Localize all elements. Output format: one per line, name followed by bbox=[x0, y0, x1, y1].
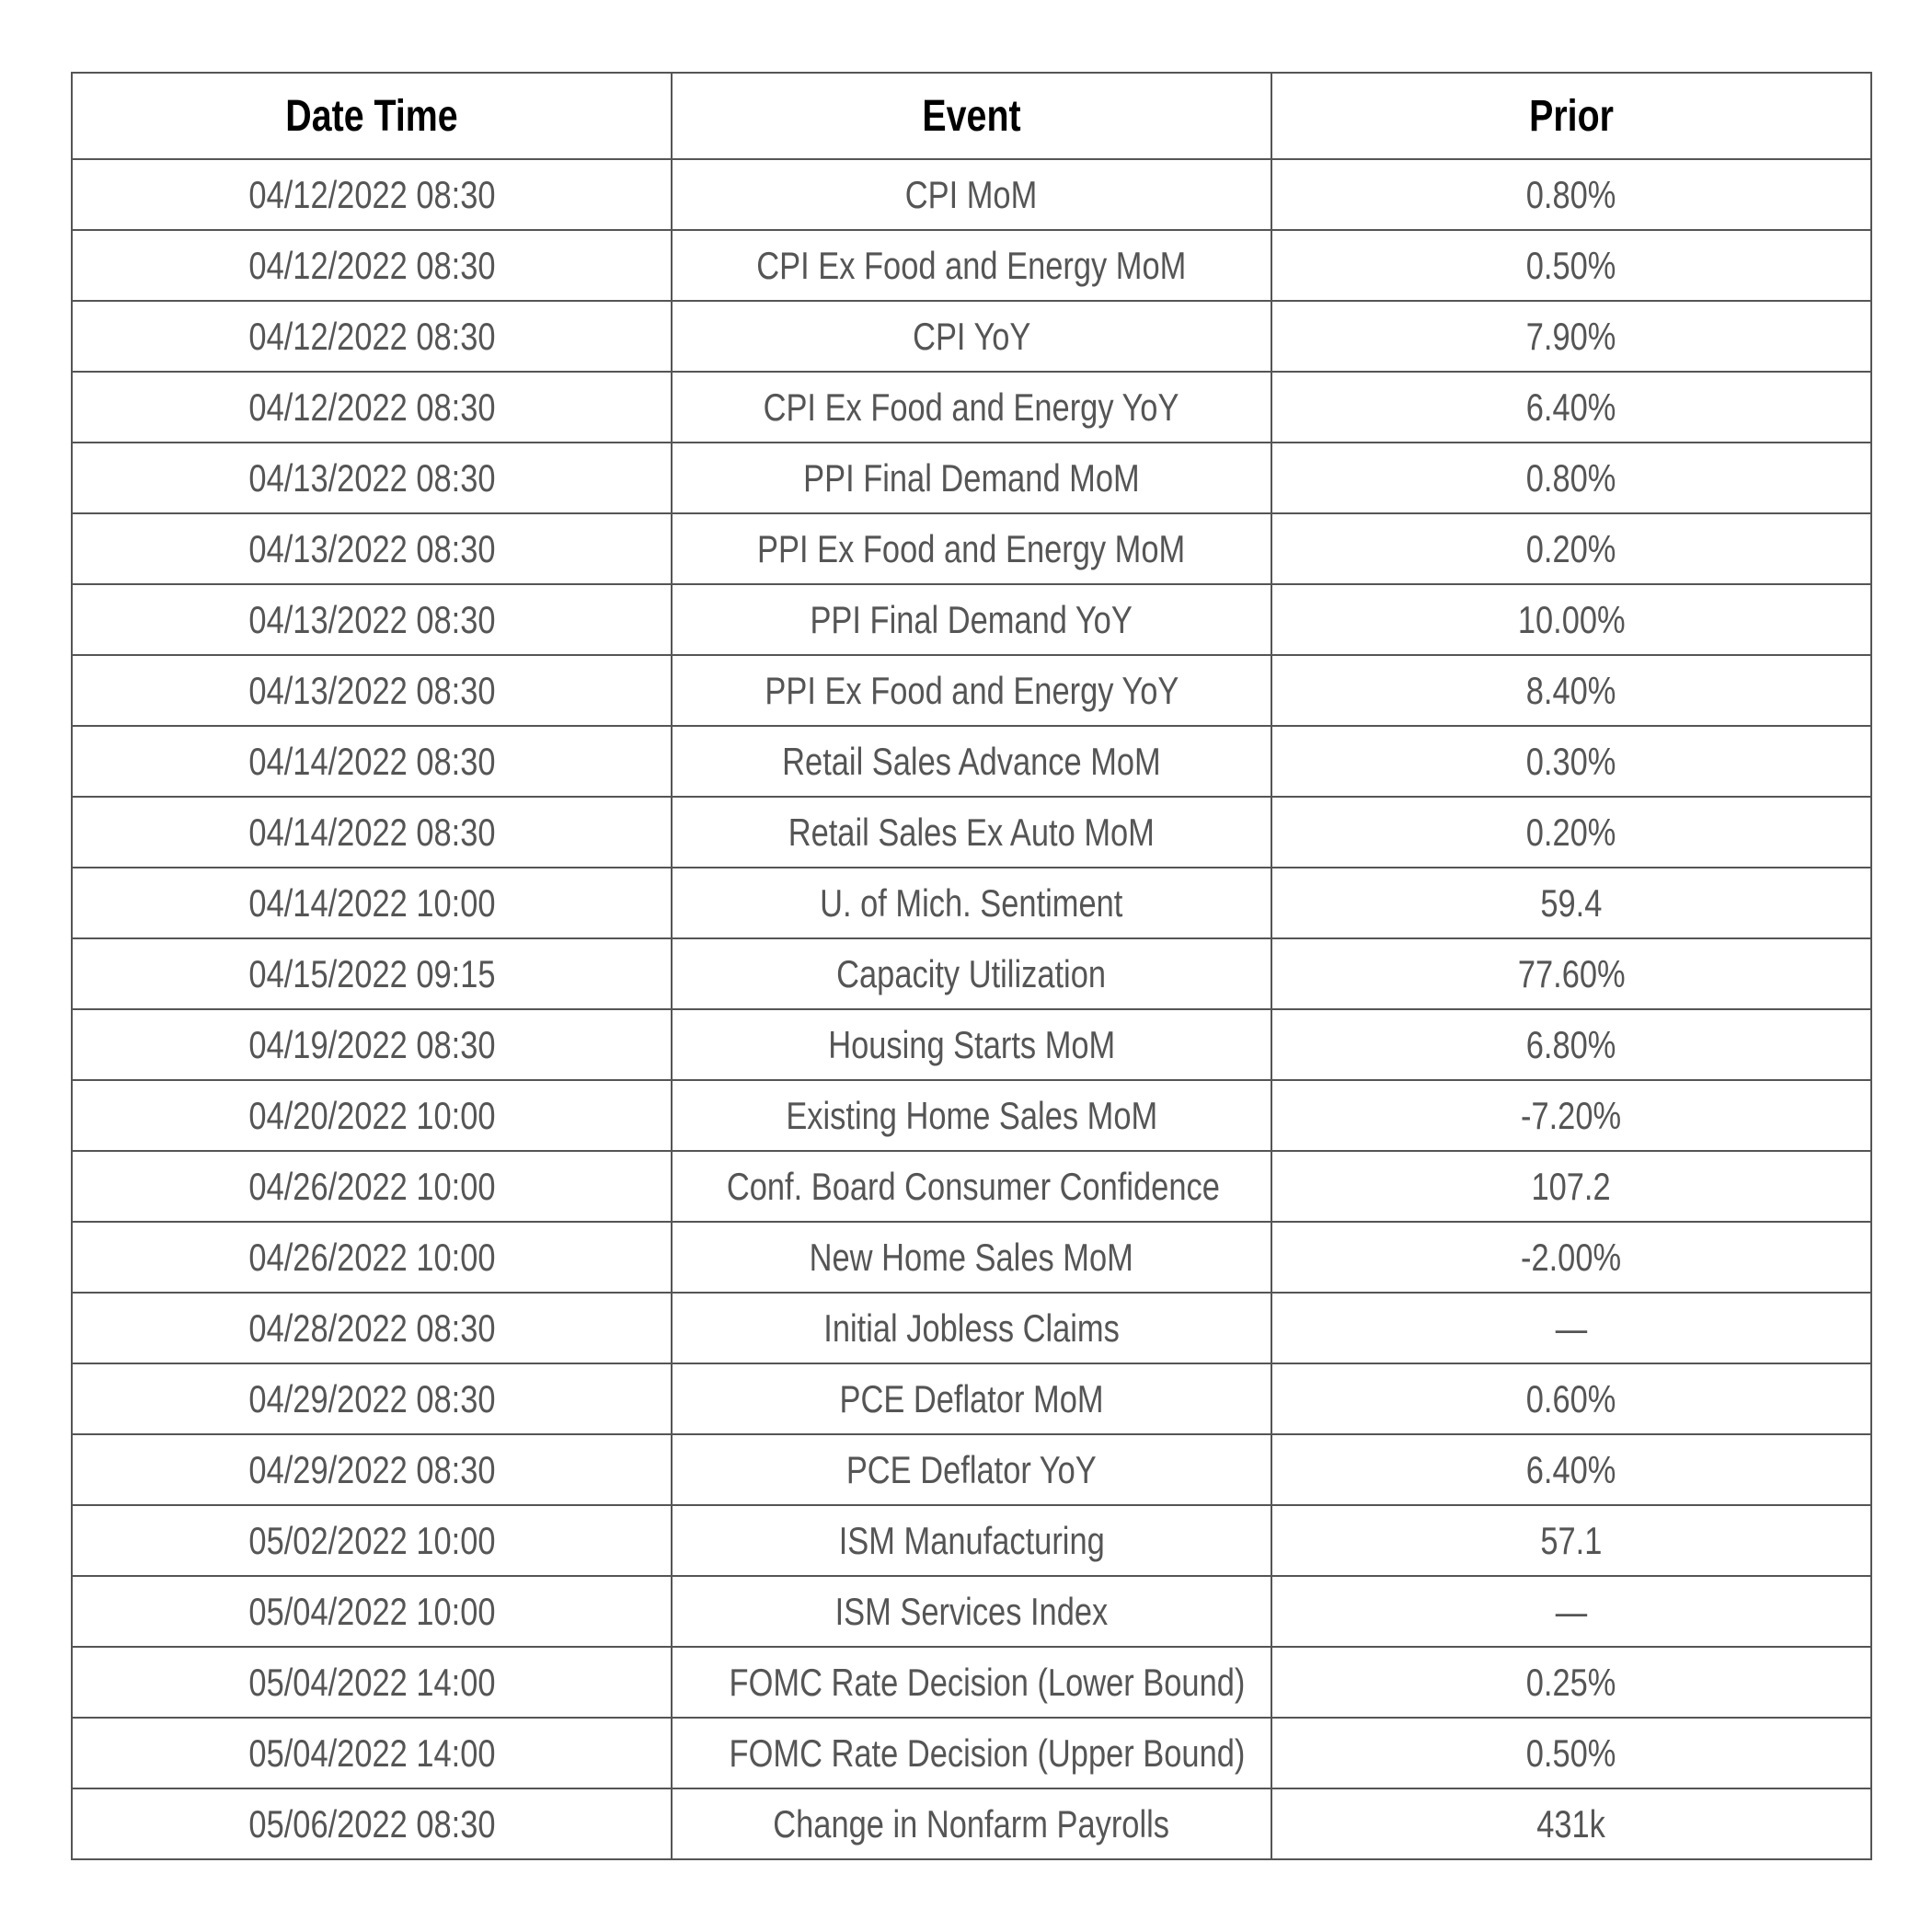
prior-cell-text: 6.40% bbox=[1526, 385, 1616, 429]
date-time-cell bbox=[72, 655, 672, 726]
prior-cell bbox=[1271, 230, 1871, 301]
event-cell-text: CPI Ex Food and Energy MoM bbox=[756, 243, 1187, 287]
event-cell-text: Capacity Utilization bbox=[836, 951, 1107, 995]
event-cell bbox=[672, 1434, 1271, 1505]
table-row bbox=[72, 443, 1871, 513]
table-row bbox=[72, 1363, 1871, 1434]
date-time-cell bbox=[72, 301, 672, 372]
date-time-cell-text: 05/04/2022 10:00 bbox=[247, 1589, 496, 1633]
prior-cell-text: 57.1 bbox=[1540, 1518, 1603, 1562]
header-event bbox=[726, 73, 1218, 159]
date-time-cell bbox=[72, 1434, 672, 1505]
table-row bbox=[72, 1293, 1871, 1363]
event-cell bbox=[672, 372, 1271, 443]
table-row bbox=[72, 513, 1871, 584]
date-time-cell-text: 04/12/2022 08:30 bbox=[247, 172, 496, 216]
prior-cell-text: 0.20% bbox=[1526, 810, 1616, 854]
table-body bbox=[72, 159, 1871, 1859]
table-row bbox=[72, 301, 1871, 372]
date-time-cell-text: 04/28/2022 08:30 bbox=[247, 1305, 496, 1350]
event-cell-text: CPI Ex Food and Energy YoY bbox=[764, 385, 1179, 429]
prior-cell bbox=[1271, 443, 1871, 513]
prior-cell bbox=[1271, 1718, 1871, 1788]
event-cell bbox=[672, 159, 1271, 230]
table-row bbox=[72, 1151, 1871, 1222]
prior-cell-text: — bbox=[1555, 1305, 1588, 1350]
prior-cell bbox=[1271, 1293, 1871, 1363]
event-cell-text: CPI MoM bbox=[905, 172, 1038, 216]
event-cell-text: FOMC Rate Decision (Lower Bound) bbox=[729, 1660, 1246, 1704]
event-cell bbox=[672, 230, 1271, 301]
event-cell bbox=[672, 301, 1271, 372]
event-cell-text: Conf. Board Consumer Confidence bbox=[726, 1164, 1220, 1208]
event-cell bbox=[672, 938, 1271, 1009]
prior-cell bbox=[1271, 584, 1871, 655]
date-time-cell bbox=[72, 1363, 672, 1434]
event-cell-text: ISM Services Index bbox=[834, 1589, 1109, 1633]
prior-cell bbox=[1271, 1222, 1871, 1293]
prior-cell bbox=[1271, 797, 1871, 868]
event-cell-text: PPI Final Demand YoY bbox=[810, 597, 1133, 641]
event-cell-text: PPI Final Demand MoM bbox=[803, 455, 1140, 500]
event-cell bbox=[672, 1151, 1271, 1222]
date-time-cell-text: 04/14/2022 08:30 bbox=[247, 739, 496, 783]
event-cell bbox=[672, 1718, 1271, 1788]
economic-calendar-table bbox=[71, 72, 1872, 1860]
prior-cell bbox=[1271, 1434, 1871, 1505]
date-time-cell bbox=[72, 1647, 672, 1718]
event-cell bbox=[672, 584, 1271, 655]
table-row bbox=[72, 1647, 1871, 1718]
event-cell-text: Retail Sales Advance MoM bbox=[782, 739, 1161, 783]
table-row bbox=[72, 1222, 1871, 1293]
date-time-cell bbox=[72, 230, 672, 301]
date-time-cell-text: 04/26/2022 10:00 bbox=[247, 1164, 496, 1208]
date-time-cell-text: 04/13/2022 08:30 bbox=[247, 597, 496, 641]
date-time-cell bbox=[72, 1009, 672, 1080]
table-header bbox=[72, 73, 1871, 159]
date-time-cell-text: 05/02/2022 10:00 bbox=[247, 1518, 496, 1562]
prior-cell bbox=[1271, 159, 1871, 230]
date-time-cell bbox=[72, 1293, 672, 1363]
table-row bbox=[72, 1009, 1871, 1080]
table-row bbox=[72, 1718, 1871, 1788]
date-time-cell-text: 04/12/2022 08:30 bbox=[247, 314, 496, 358]
prior-cell-text: 0.50% bbox=[1526, 1731, 1616, 1775]
date-time-cell bbox=[72, 1151, 672, 1222]
date-time-cell bbox=[72, 513, 672, 584]
header-event-label: Event bbox=[922, 91, 1021, 141]
date-time-cell bbox=[72, 443, 672, 513]
prior-cell bbox=[1271, 1009, 1871, 1080]
date-time-cell-text: 05/04/2022 14:00 bbox=[247, 1660, 496, 1704]
event-cell-text: Retail Sales Ex Auto MoM bbox=[788, 810, 1156, 854]
prior-cell-text: 77.60% bbox=[1517, 951, 1626, 995]
date-time-cell-text: 04/15/2022 09:15 bbox=[247, 951, 496, 995]
event-cell-text: FOMC Rate Decision (Upper Bound) bbox=[729, 1731, 1246, 1775]
date-time-cell bbox=[72, 584, 672, 655]
event-cell bbox=[672, 1293, 1271, 1363]
prior-cell bbox=[1271, 726, 1871, 797]
table-row bbox=[72, 938, 1871, 1009]
event-cell bbox=[672, 655, 1271, 726]
date-time-cell-text: 04/26/2022 10:00 bbox=[247, 1235, 496, 1279]
date-time-cell-text: 04/13/2022 08:30 bbox=[247, 455, 496, 500]
prior-cell-text: 0.60% bbox=[1526, 1376, 1616, 1420]
date-time-cell bbox=[72, 1788, 672, 1859]
prior-cell-text: 6.40% bbox=[1526, 1447, 1616, 1491]
date-time-cell bbox=[72, 938, 672, 1009]
prior-cell-text: 431k bbox=[1536, 1801, 1606, 1846]
event-cell bbox=[672, 1505, 1271, 1576]
header-row bbox=[72, 73, 1871, 159]
event-cell-text: U. of Mich. Sentiment bbox=[820, 880, 1123, 925]
event-cell-text: ISM Manufacturing bbox=[838, 1518, 1105, 1562]
date-time-cell-text: 04/12/2022 08:30 bbox=[247, 385, 496, 429]
prior-cell-text: 0.20% bbox=[1526, 526, 1616, 570]
event-cell bbox=[672, 726, 1271, 797]
date-time-cell bbox=[72, 726, 672, 797]
event-cell bbox=[672, 797, 1271, 868]
date-time-cell bbox=[72, 1576, 672, 1647]
event-cell-text: PCE Deflator YoY bbox=[846, 1447, 1097, 1491]
prior-cell bbox=[1271, 655, 1871, 726]
header-prior bbox=[1326, 73, 1818, 159]
event-cell-text: New Home Sales MoM bbox=[809, 1235, 1134, 1279]
event-cell bbox=[672, 1363, 1271, 1434]
prior-cell-text: 8.40% bbox=[1526, 668, 1616, 712]
table-row bbox=[72, 1788, 1871, 1859]
event-cell bbox=[672, 513, 1271, 584]
header-date-time-label: Date Time bbox=[285, 91, 458, 141]
prior-cell-text: 0.30% bbox=[1526, 739, 1616, 783]
prior-cell-text: 6.80% bbox=[1526, 1022, 1616, 1066]
event-cell bbox=[672, 1788, 1271, 1859]
table-row bbox=[72, 584, 1871, 655]
date-time-cell bbox=[72, 797, 672, 868]
prior-cell bbox=[1271, 513, 1871, 584]
table-row bbox=[72, 1080, 1871, 1151]
prior-cell-text: 0.80% bbox=[1526, 455, 1616, 500]
event-cell bbox=[672, 443, 1271, 513]
event-cell-text: PPI Ex Food and Energy YoY bbox=[765, 668, 1179, 712]
table-row bbox=[72, 230, 1871, 301]
table-row bbox=[72, 372, 1871, 443]
prior-cell bbox=[1271, 1080, 1871, 1151]
prior-cell bbox=[1271, 301, 1871, 372]
date-time-cell-text: 04/29/2022 08:30 bbox=[247, 1376, 496, 1420]
date-time-cell bbox=[72, 1505, 672, 1576]
date-time-cell-text: 04/13/2022 08:30 bbox=[247, 526, 496, 570]
date-time-cell-text: 04/29/2022 08:30 bbox=[247, 1447, 496, 1491]
table-row bbox=[72, 1505, 1871, 1576]
prior-cell bbox=[1271, 1788, 1871, 1859]
event-cell bbox=[672, 1222, 1271, 1293]
event-cell bbox=[672, 868, 1271, 938]
table-row bbox=[72, 726, 1871, 797]
date-time-cell bbox=[72, 159, 672, 230]
prior-cell-text: 7.90% bbox=[1526, 314, 1616, 358]
date-time-cell-text: 05/06/2022 08:30 bbox=[247, 1801, 496, 1846]
date-time-cell bbox=[72, 1718, 672, 1788]
date-time-cell-text: 04/12/2022 08:30 bbox=[247, 243, 496, 287]
prior-cell-text: 10.00% bbox=[1517, 597, 1626, 641]
prior-cell-text: 0.25% bbox=[1526, 1660, 1616, 1704]
date-time-cell-text: 04/14/2022 08:30 bbox=[247, 810, 496, 854]
prior-cell-text: -7.20% bbox=[1521, 1093, 1622, 1137]
prior-cell-text: 59.4 bbox=[1540, 880, 1603, 925]
prior-cell bbox=[1271, 1576, 1871, 1647]
date-time-cell bbox=[72, 868, 672, 938]
date-time-cell-text: 04/13/2022 08:30 bbox=[247, 668, 496, 712]
event-cell-text: PPI Ex Food and Energy MoM bbox=[757, 526, 1186, 570]
table-row bbox=[72, 655, 1871, 726]
prior-cell-text: 0.80% bbox=[1526, 172, 1616, 216]
event-cell-text: Existing Home Sales MoM bbox=[786, 1093, 1157, 1137]
prior-cell-text: 107.2 bbox=[1531, 1164, 1612, 1208]
header-date-time bbox=[126, 73, 618, 159]
prior-cell bbox=[1271, 938, 1871, 1009]
prior-cell bbox=[1271, 868, 1871, 938]
prior-cell-text: 0.50% bbox=[1526, 243, 1616, 287]
date-time-cell bbox=[72, 1222, 672, 1293]
date-time-cell-text: 04/20/2022 10:00 bbox=[247, 1093, 496, 1137]
table-row bbox=[72, 1434, 1871, 1505]
date-time-cell bbox=[72, 372, 672, 443]
event-cell bbox=[672, 1080, 1271, 1151]
date-time-cell bbox=[72, 1080, 672, 1151]
event-cell bbox=[672, 1647, 1271, 1718]
event-cell-text: Housing Starts MoM bbox=[828, 1022, 1115, 1066]
prior-cell-text: — bbox=[1555, 1589, 1588, 1633]
table-row bbox=[72, 159, 1871, 230]
event-cell-text: PCE Deflator MoM bbox=[839, 1376, 1104, 1420]
prior-cell-text: -2.00% bbox=[1521, 1235, 1622, 1279]
prior-cell bbox=[1271, 1151, 1871, 1222]
date-time-cell-text: 04/14/2022 10:00 bbox=[247, 880, 496, 925]
event-cell-text: Change in Nonfarm Payrolls bbox=[773, 1801, 1170, 1846]
event-cell bbox=[672, 1576, 1271, 1647]
prior-cell bbox=[1271, 1647, 1871, 1718]
prior-cell bbox=[1271, 1363, 1871, 1434]
table-row bbox=[72, 797, 1871, 868]
prior-cell bbox=[1271, 372, 1871, 443]
event-cell bbox=[672, 1009, 1271, 1080]
table-row bbox=[72, 1576, 1871, 1647]
date-time-cell-text: 05/04/2022 14:00 bbox=[247, 1731, 496, 1775]
header-prior-label: Prior bbox=[1529, 91, 1614, 141]
event-cell-text: Initial Jobless Claims bbox=[823, 1305, 1120, 1350]
date-time-cell-text: 04/19/2022 08:30 bbox=[247, 1022, 496, 1066]
event-cell-text: CPI YoY bbox=[912, 314, 1031, 358]
prior-cell bbox=[1271, 1505, 1871, 1576]
table-row bbox=[72, 868, 1871, 938]
